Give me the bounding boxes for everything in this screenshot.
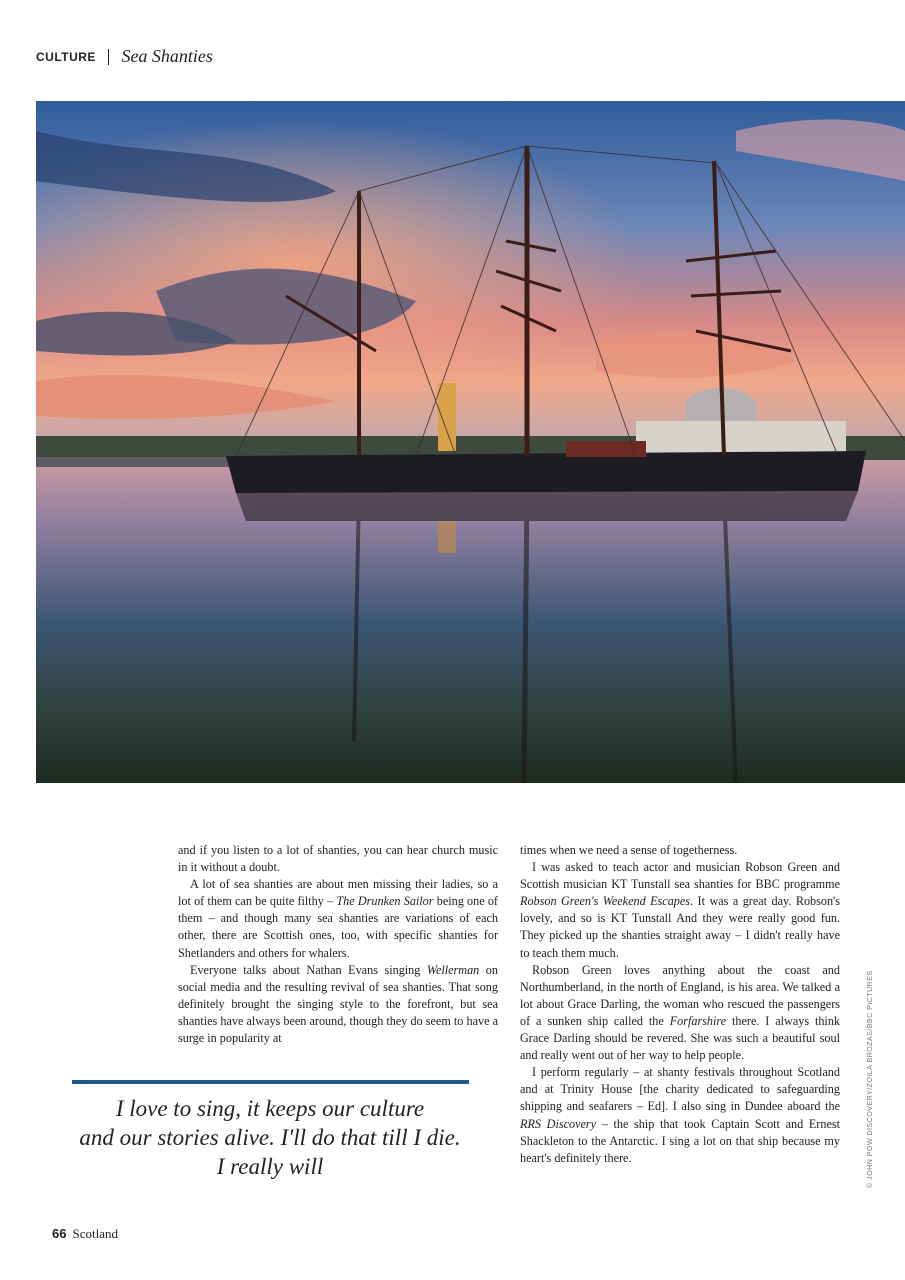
article-column-1 xyxy=(178,842,498,1047)
article-column-2 xyxy=(520,842,840,1167)
page-number: 66 xyxy=(52,1226,67,1241)
paragraph: I perform regularly – at shanty festivals throughout Scotland and at Trinity House [the charity dedicated to safeguarding shipping and seafarers – Ed]. I also sing in Dundee aboard the RRS Discovery – the ship that took Captain Scott and Ernest Shackleton to the Antarctic. I sing a lot on that ship because my heart's definitely there. xyxy=(520,1065,841,1165)
pull-quote-line: I really will xyxy=(216,1154,324,1179)
programme-title: Robson Green's Weekend Escapes xyxy=(520,894,691,909)
pull-quote-line: and our stories alive. I'll do that till I die. xyxy=(79,1125,461,1150)
ship-name: Forfarshire xyxy=(669,1013,727,1028)
paragraph: Robson Green loves anything about the coast and Northumberland, in the north of England, is his area. We talked a lot about Grace Darling, the woman who rescued the passengers of a sunken ship called the Forfarshire there. I always think Grace Darling should be revered. She was such a beautiful soul and really went out of her way to help people. xyxy=(520,962,841,1063)
paragraph: I was asked to teach actor and musician Robson Green and Scottish musician KT Tunstall sea shanties for BBC programme Robson Green's Weekend Escapes. It was a great day. Robson's lovely, and so is KT Tunstall And they were really good fun. They picked up the shanties straight away – I didn't really have to teach them much. xyxy=(520,860,840,960)
pull-quote-rule xyxy=(72,1080,469,1084)
header-divider xyxy=(108,49,110,65)
song-title: The Drunken Sailor xyxy=(336,894,434,909)
magazine-name: Scotland xyxy=(72,1226,118,1241)
paragraph: and if you listen to a lot of shanties, you can hear church music in it without a doubt. xyxy=(178,843,498,875)
section-label: CULTURE xyxy=(36,49,96,64)
pull-quote xyxy=(60,1094,480,1181)
paragraph: A lot of sea shanties are about men missing their ladies, so a lot of them can be quite filthy – The Drunken Sailor being one of them – and though many sea shanties are variations of each other, there are Scottish ones, too, with specific shanties for Shetlanders and others for whalers. xyxy=(178,877,498,960)
page-footer xyxy=(52,1226,118,1242)
pull-quote-line: I love to sing, it keeps our culture xyxy=(115,1096,425,1121)
ship-name: RRS Discovery xyxy=(520,1116,597,1131)
paragraph: Everyone talks about Nathan Evans singing Wellerman on social media and the resulting revival of sea shanties. That song definitely brought the singing style to the forefront, but sea shanties have always been around, though they do seem to have a surge in popularity at xyxy=(178,962,498,1046)
topic-title: Sea Shanties xyxy=(121,46,213,66)
tall-ship-photo xyxy=(36,101,905,783)
photo-credit: © JOHN POW DISCOVERY/ZOILA BROZAS/BBC PICTURES xyxy=(865,970,874,1188)
song-title: Wellerman xyxy=(426,962,480,977)
paragraph: times when we need a sense of togetherness. xyxy=(520,843,738,857)
page-header xyxy=(36,46,213,67)
